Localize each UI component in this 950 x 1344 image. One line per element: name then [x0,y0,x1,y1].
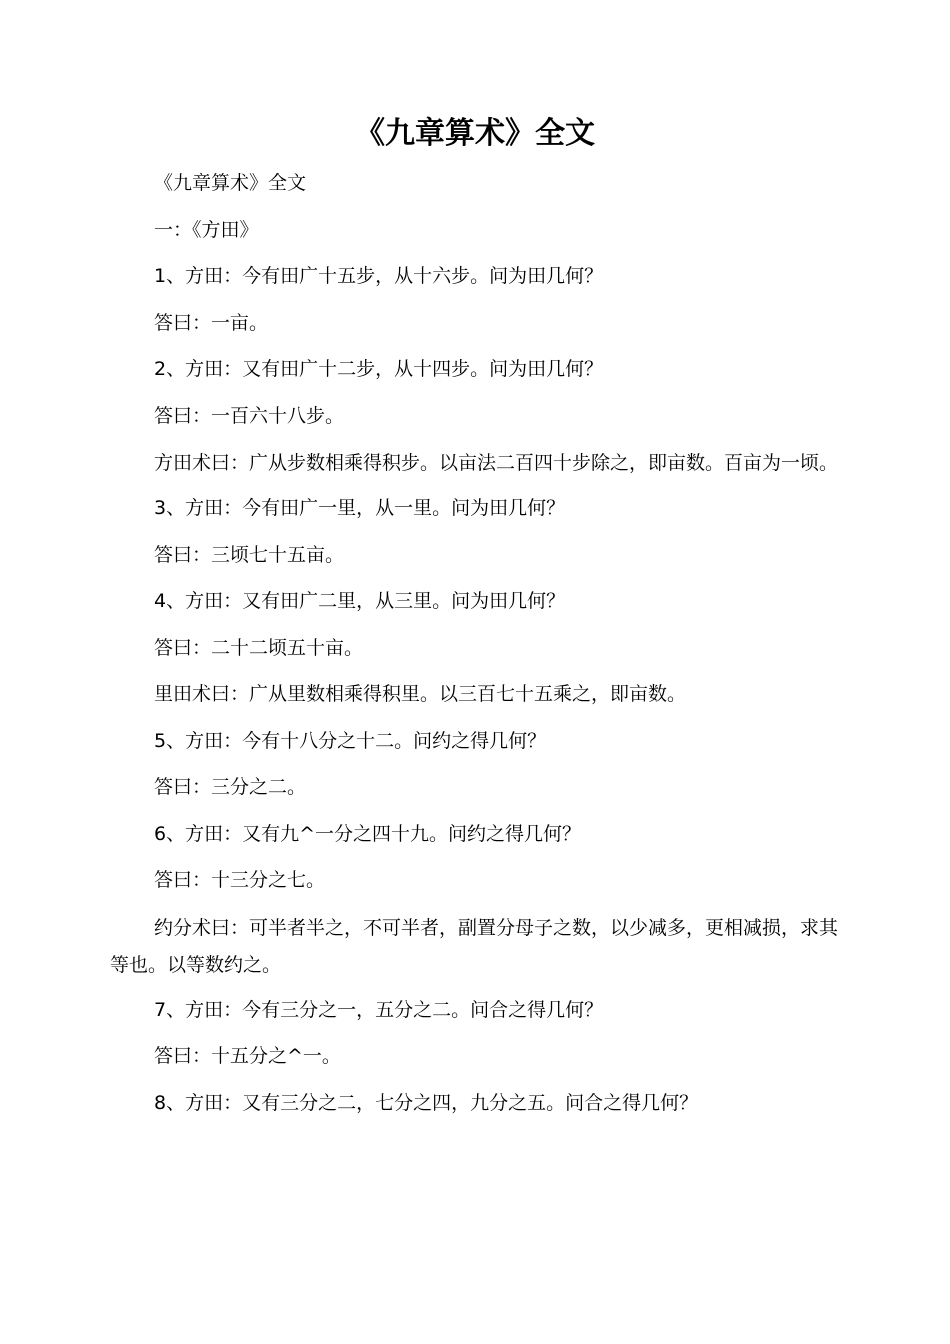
paragraph: 答曰：一百六十八步。 [154,404,345,427]
paragraph: 2、方田：又有田广十二步，从十四步。问为田几何？ [154,358,604,380]
paragraph: 5、方田：今有十八分之十二。问约之得几何？ [154,729,547,752]
paragraph: 约分术曰：可半者半之，不可半者，副置分母子之数，以少减多，更相减损，求其等也。以等数约之。 [110,916,839,976]
paragraph: 8、方田：又有三分之二，七分之四，九分之五。问合之得几何？ [154,1091,699,1114]
paragraph: 6、方田：又有九^一分之四十九。问约之得几何？ [154,822,582,845]
paragraph: 3、方田：今有田广一里，从一里。问为田几何？ [154,497,566,519]
paragraph: 里田术曰：广从里数相乘得积里。以三百七十五乘之，即亩数。 [154,683,687,705]
paragraph: 答曰：一亩。 [154,311,269,334]
paragraph: 7、方田：今有三分之一，五分之二。问合之得几何？ [154,998,604,1021]
paragraph: 1、方田：今有田广十五步，从十六步。问为田几何？ [154,265,604,287]
paragraph: 方田术曰：广从步数相乘得积步。以亩法二百四十步除之，即亩数。百亩为一顷。 [154,452,839,474]
paragraph: 答曰：十三分之七。 [154,869,326,891]
paragraph: 4、方田：又有田广二里，从三里。问为田几何？ [154,590,566,612]
paragraph: 答曰：三顷七十五亩。 [154,543,345,566]
page-title: 《九章算术》全文 [355,116,595,151]
document-body [110,166,845,1132]
paragraph: 《九章算术》全文 [154,172,307,194]
paragraph: 答曰：二十二顷五十亩。 [154,636,364,659]
paragraph: 一：《方田》 [154,218,259,241]
paragraph: 答曰：三分之二。 [154,776,307,798]
paragraph: 答曰：十五分之^一。 [154,1045,341,1067]
